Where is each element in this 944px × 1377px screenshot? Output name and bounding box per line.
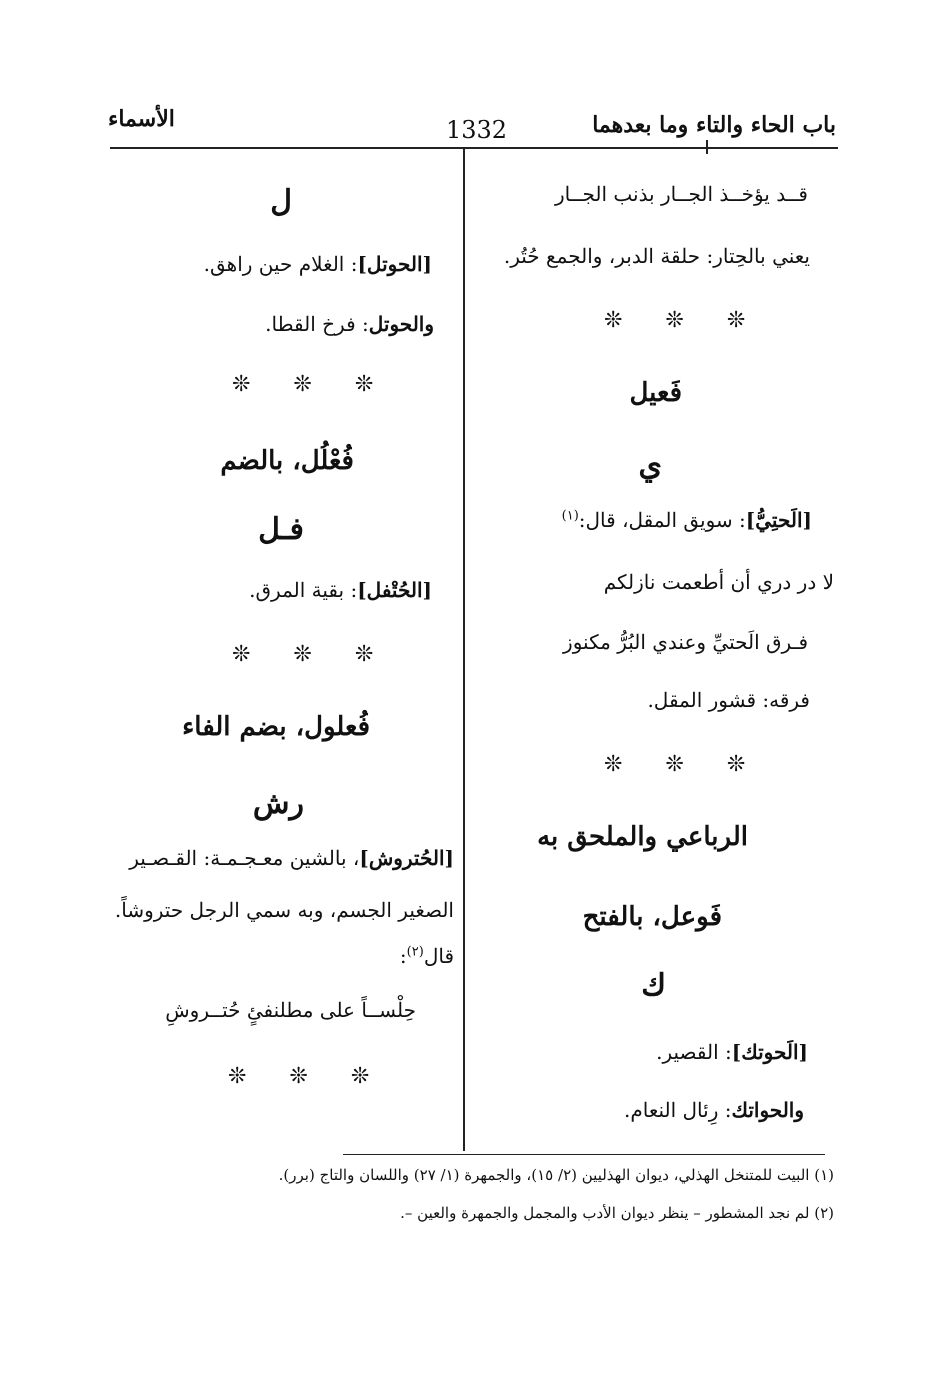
entry-hutrush-term: [الحُتروش] (359, 846, 454, 870)
entry-hutful (249, 578, 432, 602)
separator-stars-right-1: ❊ ❊ ❊ (604, 308, 764, 333)
separator-stars-left-2: ❊ ❊ ❊ (232, 642, 392, 667)
poem-line-1: لا در دري أن أطعمت نازلكم (603, 570, 834, 594)
entry-hawatik (624, 1098, 804, 1122)
footnote-2: (٢) لم نجد المشطور – ينظر ديوان الأدب والمجمل والجمهرة والعين –. (400, 1204, 834, 1222)
letter-lam-heading: ل (270, 184, 292, 219)
entry-hutrush-line-1 (129, 846, 454, 870)
entry-hawtal-term: [الحوتل] (357, 252, 432, 276)
verse-line-hutrush: حِلْســاً على مطلنفئٍ حُتــروشِ (165, 998, 416, 1022)
footnote-rule (343, 1154, 825, 1155)
footnote-ref-1: (١) (561, 508, 579, 524)
entry-hutful-term: [الحُتْفل] (357, 578, 432, 602)
entry-hawtal2-def: : فرخ القطا. (265, 312, 369, 336)
header-rule (110, 147, 838, 149)
entry-hawtal2-term: والحوتل (368, 312, 434, 336)
footnote-ref-2: (٢) (406, 944, 424, 960)
footnote-1: (١) البيت للمتنخل الهذلي، ديوان الهذليين (٢/ ١٥)، والجمهرة (١/ ٢٧) واللسان والتاج (برر). (278, 1166, 834, 1184)
explanation-line-hitar: يعني بالحِتار: حلقة الدبر، والجمع حُتُر. (503, 244, 810, 268)
entry-hatiyy-def: : سويق المقل، قال: (578, 508, 746, 532)
section-heading-faeel: فَعيل (629, 378, 682, 408)
entry-hawtal-2 (265, 312, 434, 336)
qal-line (400, 944, 454, 968)
letter-kaf-heading: ك (641, 968, 666, 1003)
entry-hawtal (204, 252, 432, 276)
section-heading-fawal: فَوعل، بالفتح (582, 902, 722, 932)
poem-line-2: فـرق الَحتيِّ وعندي البُرُّ مكنوز (563, 630, 808, 654)
section-heading-fuool: فُعلول، بضم الفاء (182, 712, 370, 742)
entry-hutrush-line-2: الصغير الجسم، وبه سمي الرجل حتروشاً. (114, 898, 454, 922)
qal-colon: : (399, 944, 407, 968)
section-heading-fuull: فُعْلُل، بالضم (220, 446, 354, 476)
page-number: 1332 (446, 116, 508, 144)
header-tick (706, 140, 708, 154)
column-divider (463, 147, 465, 1151)
entry-hutrush-def: ، بالشين معـجـمـة: القـصـير (129, 846, 360, 870)
farquh-line: فرقه: قشور المقل. (647, 688, 810, 712)
entry-hatiyy-term: [الَحتِيُّ] (745, 508, 812, 532)
separator-stars-left-1: ❊ ❊ ❊ (232, 372, 392, 397)
entry-hawatik-def: : رِئال النعام. (623, 1098, 732, 1122)
entry-hawatik-term: والحواتك (731, 1098, 804, 1122)
entry-hawtak-term: [الَحوتك] (731, 1040, 808, 1064)
letter-ya-heading: ي (638, 448, 662, 483)
entry-hawtak-def: : القصير. (656, 1040, 732, 1064)
separator-stars-left-3: ❊ ❊ ❊ (228, 1064, 388, 1089)
header-right-title: باب الحاء والتاء وما بعدهما (592, 112, 836, 138)
entry-hawtak (656, 1040, 808, 1064)
entry-hatiyy (562, 508, 812, 532)
letter-rash-heading: رش (252, 786, 304, 821)
entry-hutful-def: : بقية المرق. (249, 578, 358, 602)
header-left-title: الأسماء (108, 106, 175, 132)
verse-line-jar: قــد يؤخــذ الجــار بذنب الجــار (554, 182, 808, 206)
letter-fal-heading: فـل (258, 512, 304, 547)
section-heading-rubai: الرباعي والملحق به (537, 822, 748, 852)
separator-stars-right-2: ❊ ❊ ❊ (604, 752, 764, 777)
entry-hawtal-def: : الغلام حين راهق. (203, 252, 358, 276)
qal-text: قال (423, 944, 454, 968)
